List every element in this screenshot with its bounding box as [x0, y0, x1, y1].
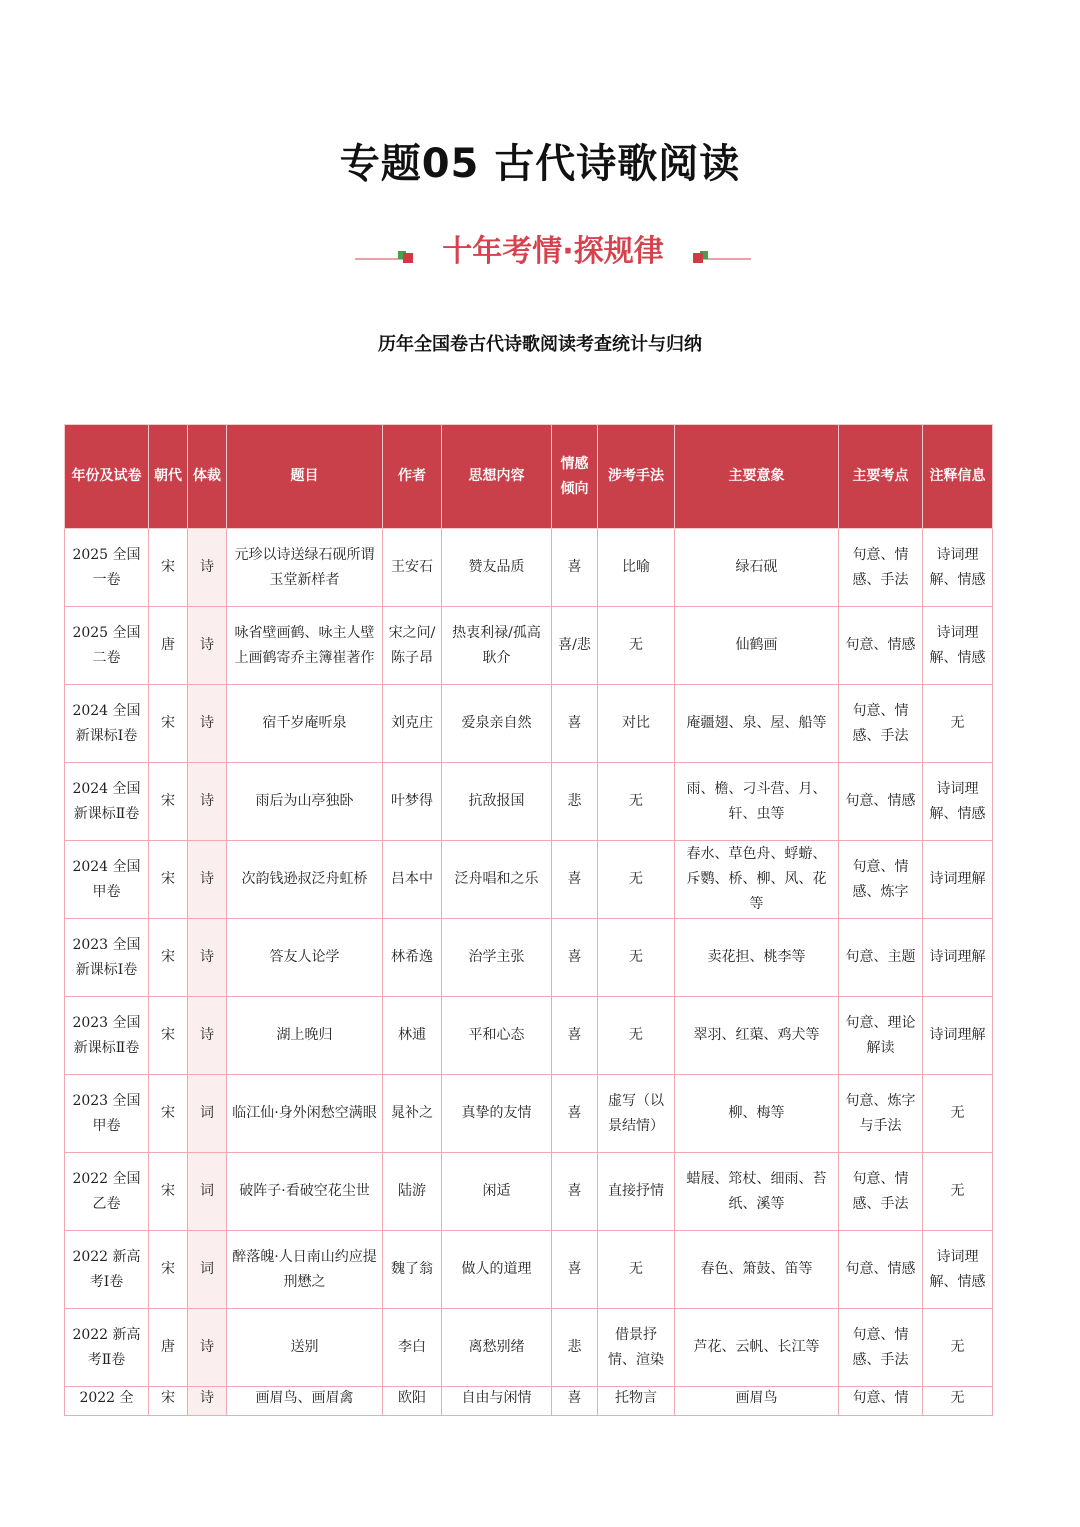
table-cell: 唐: [149, 607, 188, 685]
table-cell: 2023 全国新课标Ⅰ卷: [65, 919, 149, 997]
table-cell: 蜡屐、筇杖、细雨、苔纸、溪等: [675, 1153, 839, 1231]
page-title: 专题05 古代诗歌阅读: [339, 141, 741, 187]
column-header: 涉考手法: [598, 425, 675, 529]
table-cell: 2025 全国一卷: [65, 529, 149, 607]
table-cell: 直接抒情: [598, 1153, 675, 1231]
table-cell: 李白: [383, 1309, 442, 1387]
table-cell: 诗: [188, 1309, 227, 1387]
table-cell: 悲: [552, 763, 598, 841]
table-cell: 宋: [149, 997, 188, 1075]
table-cell: 宋: [149, 1075, 188, 1153]
table-row: [65, 1309, 993, 1387]
table-cell: 宋: [149, 763, 188, 841]
table-cell: 咏省壁画鹤、咏主人壁上画鹤寄乔主簿崔著作: [227, 607, 383, 685]
table-cell: 林逋: [383, 997, 442, 1075]
table-cell: 诗词理解: [923, 919, 993, 997]
table-cell: 晁补之: [383, 1075, 442, 1153]
table-cell: 诗: [188, 1387, 227, 1416]
table-cell: 句意、炼字与手法: [839, 1075, 923, 1153]
table-header-row: [65, 425, 993, 529]
table-cell: 离愁别绪: [442, 1309, 552, 1387]
table-cell: 画眉鸟: [675, 1387, 839, 1416]
column-header: 作者: [383, 425, 442, 529]
table-cell: 无: [598, 607, 675, 685]
table-cell: 2024 全国新课标Ⅰ卷: [65, 685, 149, 763]
table-cell: 做人的道理: [442, 1231, 552, 1309]
table-cell: 喜: [552, 1231, 598, 1309]
table-cell: 比喻: [598, 529, 675, 607]
table-row: [65, 685, 993, 763]
table-cell: 绿石砚: [675, 529, 839, 607]
column-header: 体裁: [188, 425, 227, 529]
table-cell: 诗: [188, 919, 227, 997]
table-cell: 醉落魄·人日南山约应提刑懋之: [227, 1231, 383, 1309]
table-cell: 词: [188, 1153, 227, 1231]
table-cell: 诗词理解、情感: [923, 607, 993, 685]
table-cell: 答友人论学: [227, 919, 383, 997]
table-cell: 无: [598, 1231, 675, 1309]
table-cell: 2024 全国甲卷: [65, 841, 149, 919]
table-cell: 陆游: [383, 1153, 442, 1231]
table-cell: 宋之问/陈子昂: [383, 607, 442, 685]
table-cell: 无: [923, 1309, 993, 1387]
table-row: [65, 997, 993, 1075]
table-cell: 2023 全国新课标Ⅱ卷: [65, 997, 149, 1075]
table-cell: 芦花、云帆、长江等: [675, 1309, 839, 1387]
table-cell: 送别: [227, 1309, 383, 1387]
table-cell: 宋: [149, 529, 188, 607]
table-row: [65, 1387, 993, 1416]
table-cell: 刘克庄: [383, 685, 442, 763]
table-cell: 雨后为山亭独卧: [227, 763, 383, 841]
table-cell: 无: [923, 1387, 993, 1416]
table-cell: 翠羽、红蕖、鸡犬等: [675, 997, 839, 1075]
table-cell: 句意、情感、手法: [839, 1153, 923, 1231]
table-cell: 治学主张: [442, 919, 552, 997]
table-cell: 虚写（以景结情）: [598, 1075, 675, 1153]
stats-table: [64, 424, 993, 1416]
table-cell: 喜: [552, 685, 598, 763]
table-cell: 喜: [552, 841, 598, 919]
table-cell: 宋: [149, 919, 188, 997]
table-cell: 宋: [149, 1387, 188, 1416]
table-cell: 宋: [149, 1231, 188, 1309]
table-cell: 抗敌报国: [442, 763, 552, 841]
table-cell: 唐: [149, 1309, 188, 1387]
table-cell: 2023 全国甲卷: [65, 1075, 149, 1153]
table-cell: 画眉鸟、画眉禽: [227, 1387, 383, 1416]
table-cell: 诗词理解、情感: [923, 763, 993, 841]
table-cell: 诗: [188, 841, 227, 919]
table-cell: 句意、情感、手法: [839, 529, 923, 607]
table-cell: 喜: [552, 997, 598, 1075]
table-cell: 宋: [149, 841, 188, 919]
table-row: [65, 529, 993, 607]
column-header: 年份及试卷: [65, 425, 149, 529]
table-row: [65, 763, 993, 841]
table-cell: 无: [598, 997, 675, 1075]
table-cell: 诗词理解: [923, 997, 993, 1075]
table-cell: 托物言: [598, 1387, 675, 1416]
table-cell: 2022 新高考Ⅰ卷: [65, 1231, 149, 1309]
column-header: 主要意象: [675, 425, 839, 529]
table-cell: 王安石: [383, 529, 442, 607]
column-header: 情感倾向: [552, 425, 598, 529]
table-cell: 次韵钱逊叔泛舟虹桥: [227, 841, 383, 919]
table-cell: 无: [598, 919, 675, 997]
table-cell: 元珍以诗送绿石砚所谓玉堂新样者: [227, 529, 383, 607]
table-cell: 宋: [149, 1153, 188, 1231]
table-cell: 喜: [552, 529, 598, 607]
table-cell: 喜/悲: [552, 607, 598, 685]
table-cell: 闲适: [442, 1153, 552, 1231]
table-cell: 卖花担、桃李等: [675, 919, 839, 997]
table-cell: 林希逸: [383, 919, 442, 997]
table-cell: 句意、情感: [839, 1231, 923, 1309]
table-cell: 魏了翁: [383, 1231, 442, 1309]
table-cell: 叶梦得: [383, 763, 442, 841]
table-cell: 2022 全国乙卷: [65, 1153, 149, 1231]
table-cell: 诗词理解、情感: [923, 1231, 993, 1309]
banner-text: 十年考情·探规律: [442, 234, 664, 269]
table-row: [65, 607, 993, 685]
table-cell: 诗词理解: [923, 841, 993, 919]
table-cell: 2022 新高考Ⅱ卷: [65, 1309, 149, 1387]
section-banner: [355, 226, 751, 270]
table-cell: 无: [923, 685, 993, 763]
column-header: 注释信息: [923, 425, 993, 529]
table-cell: 无: [598, 763, 675, 841]
table-cell: 无: [598, 841, 675, 919]
table-row: [65, 1153, 993, 1231]
table-cell: 泛舟唱和之乐: [442, 841, 552, 919]
table-cell: 破阵子·看破空花尘世: [227, 1153, 383, 1231]
table-cell: 热衷利禄/孤高耿介: [442, 607, 552, 685]
table-cell: 春水、草色舟、蜉蝣、斥鹦、桥、柳、风、花等: [675, 841, 839, 919]
table-body: [65, 529, 993, 1416]
table-cell: 临江仙·身外闲愁空满眼: [227, 1075, 383, 1153]
table-cell: 句意、情感: [839, 763, 923, 841]
table-cell: 湖上晚归: [227, 997, 383, 1075]
table-cell: 2025 全国二卷: [65, 607, 149, 685]
table-cell: 借景抒情、渲染: [598, 1309, 675, 1387]
table-cell: 无: [923, 1153, 993, 1231]
table-cell: 悲: [552, 1309, 598, 1387]
table-cell: 句意、情感、炼字: [839, 841, 923, 919]
table-cell: 欧阳: [383, 1387, 442, 1416]
table-cell: 诗词理解、情感: [923, 529, 993, 607]
table-row: [65, 841, 993, 919]
table-cell: 仙鹤画: [675, 607, 839, 685]
table-cell: 真挚的友情: [442, 1075, 552, 1153]
table-cell: 诗: [188, 529, 227, 607]
table-cell: 宿千岁庵听泉: [227, 685, 383, 763]
table-cell: 句意、理论解读: [839, 997, 923, 1075]
table-cell: 对比: [598, 685, 675, 763]
table-cell: 自由与闲情: [442, 1387, 552, 1416]
table-cell: 喜: [552, 1153, 598, 1231]
table-cell: 2022 全: [65, 1387, 149, 1416]
column-header: 题目: [227, 425, 383, 529]
table-cell: 喜: [552, 1075, 598, 1153]
table-cell: 吕本中: [383, 841, 442, 919]
table-cell: 诗: [188, 997, 227, 1075]
table-cell: 词: [188, 1075, 227, 1153]
table-caption: 历年全国卷古代诗歌阅读考查统计与归纳: [378, 334, 702, 355]
table-cell: 句意、情感: [839, 607, 923, 685]
table-cell: 喜: [552, 919, 598, 997]
table-cell: 柳、梅等: [675, 1075, 839, 1153]
table-row: [65, 1231, 993, 1309]
table-cell: 诗: [188, 763, 227, 841]
table-cell: 句意、情感、手法: [839, 1309, 923, 1387]
table-cell: 诗: [188, 607, 227, 685]
column-header: 朝代: [149, 425, 188, 529]
table-cell: 句意、情: [839, 1387, 923, 1416]
stats-table-wrapper: [64, 424, 992, 1406]
table-cell: 宋: [149, 685, 188, 763]
table-cell: 春色、箫鼓、笛等: [675, 1231, 839, 1309]
table-cell: 无: [923, 1075, 993, 1153]
table-cell: 诗: [188, 685, 227, 763]
table-row: [65, 1075, 993, 1153]
table-cell: 词: [188, 1231, 227, 1309]
column-header: 思想内容: [442, 425, 552, 529]
table-cell: 句意、情感、手法: [839, 685, 923, 763]
table-cell: 爱泉亲自然: [442, 685, 552, 763]
column-header: 主要考点: [839, 425, 923, 529]
table-cell: 赞友品质: [442, 529, 552, 607]
table-cell: 句意、主题: [839, 919, 923, 997]
table-row: [65, 919, 993, 997]
table-cell: 2024 全国新课标Ⅱ卷: [65, 763, 149, 841]
table-cell: 庵疆翅、泉、屋、船等: [675, 685, 839, 763]
table-cell: 喜: [552, 1387, 598, 1416]
table-cell: 平和心态: [442, 997, 552, 1075]
table-cell: 雨、檐、刁斗营、月、轩、虫等: [675, 763, 839, 841]
